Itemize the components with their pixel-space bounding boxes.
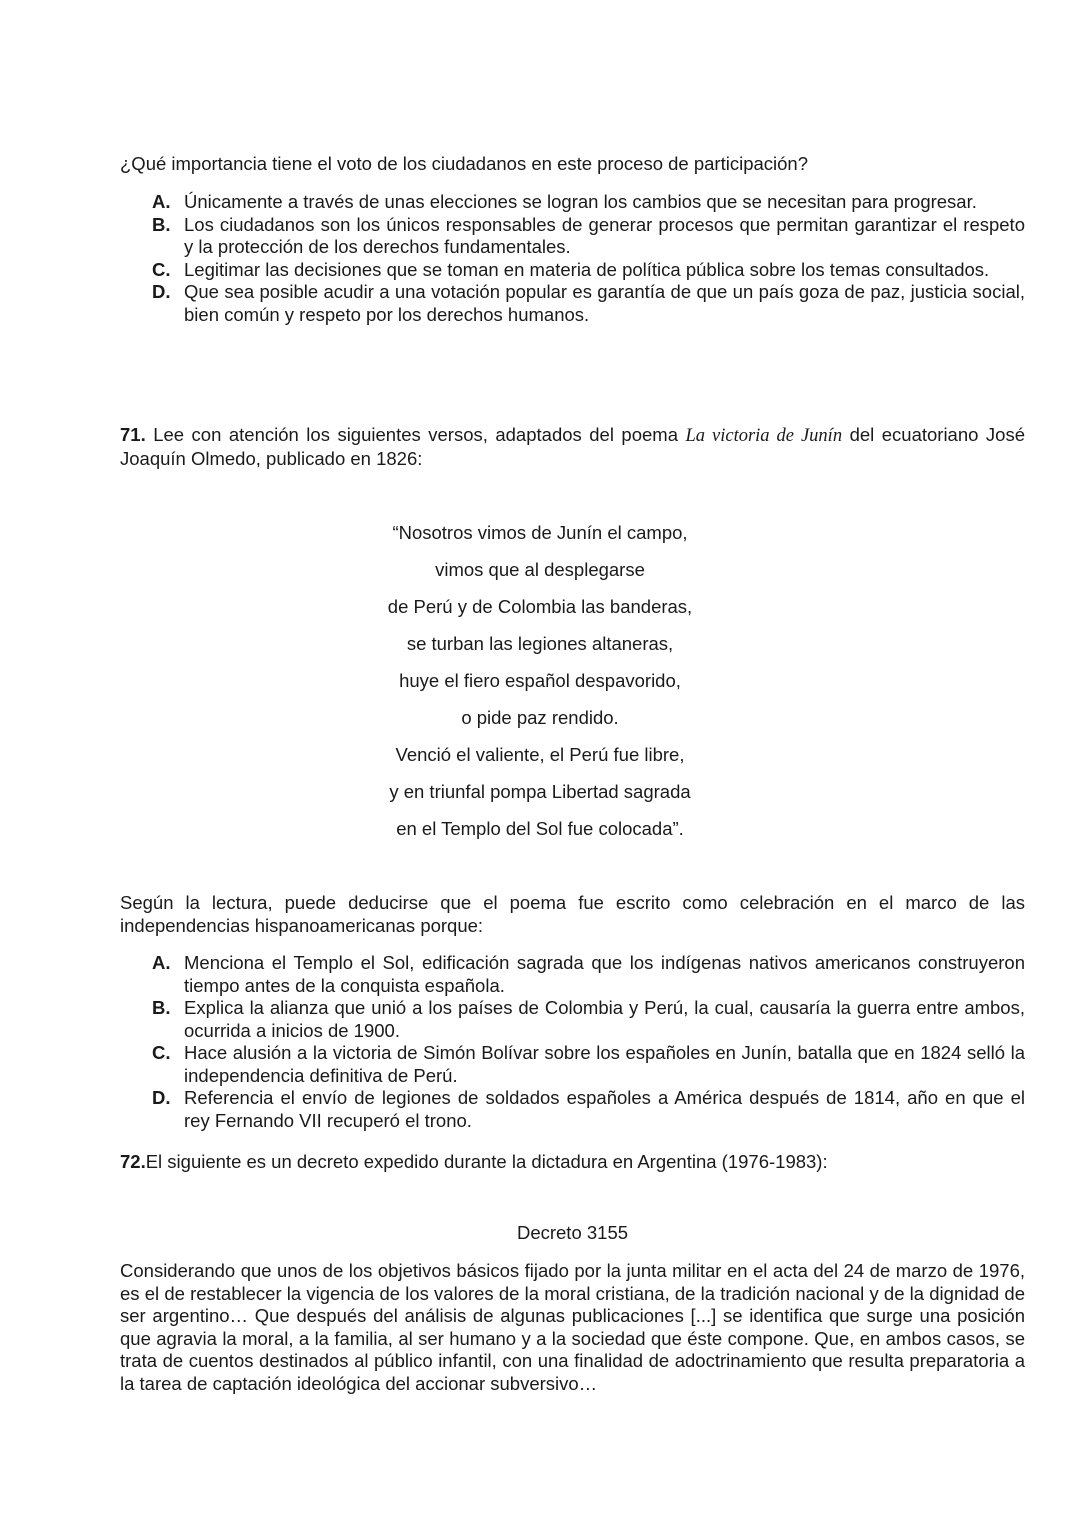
poem-verse: Venció el valiente, el Perú fue libre, (395, 744, 685, 765)
q70-option-d[interactable] (152, 281, 1025, 326)
q71-options (152, 952, 1025, 1132)
q70-option-c[interactable] (152, 259, 1025, 282)
q71-poem (300, 514, 780, 847)
poem-verse: vimos que al desplegarse (435, 559, 645, 580)
poem-verse: o pide paz rendido. (461, 707, 619, 728)
option-text: Únicamente a través de unas elecciones se logran los cambios que se necesitan para progresar. (184, 191, 977, 212)
poem-verse: huye el fiero español despavorido, (399, 670, 681, 691)
option-letter: C. (152, 1042, 171, 1063)
option-letter: C. (152, 258, 171, 280)
q70-option-a[interactable] (152, 191, 1025, 214)
q72-decree-text: Considerando que unos de los objetivos básicos fijado por la junta militar en el acta del 24 de marzo de 1976, es el de restablecer la vigencia de los valores de la moral cristiana, de la tradición nacional y de la dignidad de ser argentino… Que después del análisis de algunas publicaciones [...] se identifica que surge una posición que agravia la moral, a la familia, al ser humano y a la sociedad que éste compone. Que, en ambos casos, se trata de cuentos destinados al público infantil, con una finalidad de adoctrinamiento que resulta preparatoria a la tarea de captación ideológica del accionar subversivo… (120, 1260, 1025, 1394)
poem-verse: se turban las legiones altaneras, (406, 633, 674, 654)
option-text: Explica la alianza que unió a los países de Colombia y Perú, la cual, causaría la guerra entre ambos, ocurrida a inicios de 1900. (184, 997, 1025, 1041)
q72-intro (120, 1151, 1025, 1174)
q71-intro-after: del ecuatoriano José Joaquín Olmedo, publicado en 1826: (120, 424, 1025, 469)
option-letter: B. (152, 997, 171, 1018)
q70-stem: ¿Qué importancia tiene el voto de los ciudadanos en este proceso de participación? (120, 153, 809, 174)
option-text: Referencia el envío de legiones de soldados españoles a América después de 1814, año en que el rey Fernando VII recuperó el trono. (184, 1087, 1025, 1131)
poem-verse: y en triunfal pompa Libertad sagrada (389, 781, 691, 802)
option-text: Legitimar las decisiones que se toman en materia de política pública sobre los temas consultados. (184, 258, 990, 280)
option-letter: D. (152, 281, 171, 302)
option-text: Hace alusión a la victoria de Simón Bolívar sobre los españoles en Junín, batalla que en 1824 selló la independencia definitiva de Perú. (184, 1042, 1025, 1086)
option-letter: D. (152, 1087, 171, 1108)
q71-intro-before: Lee con atención los siguientes versos, adaptados del poema (145, 424, 686, 445)
q71-option-a[interactable] (152, 952, 1025, 997)
option-text: Que sea posible acudir a una votación popular es garantía de que un país goza de paz, justicia social, bien común y respeto por los derechos humanos. (184, 281, 1025, 325)
q71-stem: Según la lectura, puede deducirse que el poema fue escrito como celebración en el marco de las independencias hispanoamericanas porque: (120, 892, 1025, 936)
poem-verse: “Nosotros vimos de Junín el campo, (392, 522, 688, 543)
q71-option-c[interactable] (152, 1042, 1025, 1087)
q72-number: 72. (120, 1151, 146, 1172)
option-letter: B. (152, 213, 171, 235)
q70-options (152, 191, 1025, 326)
q71-intro (120, 424, 1025, 470)
q71-option-b[interactable] (152, 997, 1025, 1042)
q72-intro-text: El siguiente es un decreto expedido durante la dictadura en Argentina (1976-1983): (145, 1151, 828, 1172)
q71-poem-title: La victoria de Junín (685, 426, 843, 446)
poem-verse: de Perú y de Colombia las banderas, (387, 596, 693, 617)
option-text: Los ciudadanos son los únicos responsables de generar procesos que permitan garantizar el respeto y la protección de los derechos fundamentales. (184, 213, 1025, 257)
option-letter: A. (152, 191, 171, 212)
option-text: Menciona el Templo el Sol, edificación sagrada que los indígenas nativos americanos construyeron tiempo antes de la conquista española. (184, 952, 1025, 996)
q70-option-b[interactable] (152, 214, 1025, 259)
q72-decree-title: Decreto 3155 (516, 1222, 629, 1243)
option-letter: A. (152, 952, 171, 973)
q71-number: 71. (120, 424, 146, 445)
q71-option-d[interactable] (152, 1087, 1025, 1132)
poem-verse: en el Templo del Sol fue colocada”. (396, 818, 684, 839)
